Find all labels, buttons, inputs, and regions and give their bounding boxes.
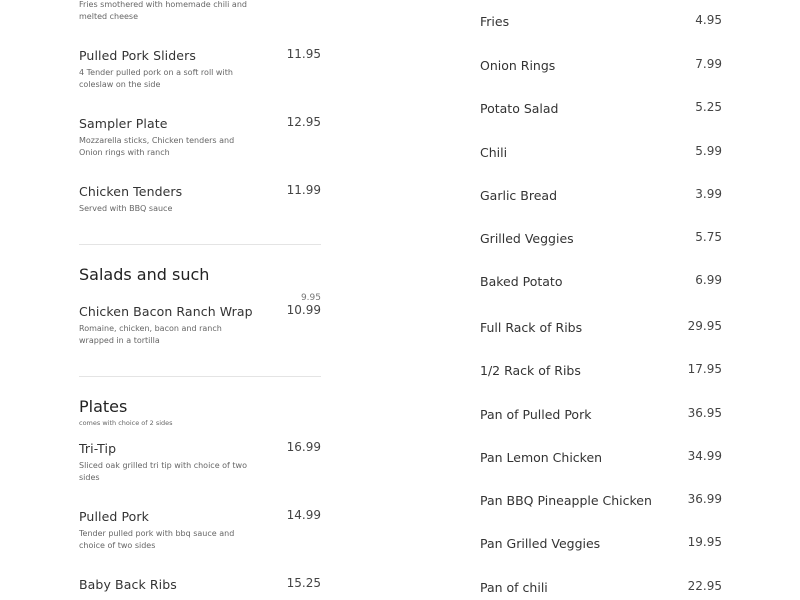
section-divider (79, 376, 321, 377)
item-description: Romaine, chicken, bacon and ranch wrapped in a tortilla (79, 324, 222, 345)
menu-item-pan-bbq-pineapple-chicken (480, 493, 722, 511)
item-description: Mozzarella sticks, Chicken tenders and Onion rings with ranch (79, 136, 235, 157)
item-price: 3.99 (695, 187, 722, 201)
item-name: Garlic Bread (480, 188, 558, 203)
item-price: 17.95 (687, 362, 722, 376)
left-menu-column (79, 0, 321, 600)
item-price: 22.95 (687, 579, 722, 593)
menu-item-pan-grilled-veggies (480, 536, 722, 554)
menu-item-pan-of-pulled-pork (480, 407, 722, 425)
item-name: Pan Lemon Chicken (480, 450, 603, 465)
item-price: 19.95 (687, 535, 722, 549)
section-subtitle-plates: comes with choice of 2 sides (79, 419, 173, 427)
item-name: Pan BBQ Pineapple Chicken (480, 493, 652, 508)
section-title-plates: Plates (79, 397, 128, 416)
item-name: Pulled Pork Sliders (79, 48, 196, 63)
item-description: Sliced oak grilled tri tip with choice of two sides (79, 461, 247, 482)
item-name: Grilled Veggies (480, 231, 574, 246)
item-name: Pulled Pork (79, 509, 150, 524)
item-name: Pan of Pulled Pork (480, 407, 592, 422)
item-price: 14.99 (286, 508, 321, 522)
item-price: 36.95 (687, 406, 722, 420)
item-price: 36.99 (687, 492, 722, 506)
item-price: 16.99 (286, 440, 321, 454)
item-price: 34.99 (687, 449, 722, 463)
item-description: 4 Tender pulled pork on a soft roll with coleslaw on the side (79, 68, 233, 89)
item-price: 4.95 (695, 13, 722, 27)
item-price: 11.95 (286, 47, 321, 61)
item-price: 5.99 (695, 144, 722, 158)
item-name: 1/2 Rack of Ribs (480, 363, 581, 378)
item-price: 6.99 (695, 273, 722, 287)
item-price: 15.25 (286, 576, 321, 590)
menu-item-onion-rings (480, 58, 722, 76)
section-divider (79, 244, 321, 245)
section-title-salads: Salads and such (79, 265, 210, 284)
item-description: Tender pulled pork with bbq sauce and choice of two sides (79, 529, 235, 550)
menu-item-half-rack-of-ribs (480, 363, 722, 381)
item-name: Baby Back Ribs (79, 577, 177, 592)
menu-item-fries (480, 14, 722, 32)
menu-item-grilled-veggies (480, 231, 722, 249)
item-name: Chicken Tenders (79, 184, 183, 199)
item-price: 10.99 (286, 303, 321, 317)
item-name: Sampler Plate (79, 116, 168, 131)
item-name: Fries (480, 14, 510, 29)
menu-item-full-rack-of-ribs (480, 320, 722, 338)
item-name: Potato Salad (480, 101, 559, 116)
item-name: Tri-Tip (79, 441, 117, 456)
item-price: 11.99 (286, 183, 321, 197)
right-menu-column (480, 0, 722, 600)
item-name: Onion Rings (480, 58, 556, 73)
item-name: Pan of chili (480, 580, 548, 595)
menu-item-potato-salad (480, 101, 722, 119)
menu-item-garlic-bread (480, 188, 722, 206)
item-price: 5.25 (695, 100, 722, 114)
item-description: Served with BBQ sauce (79, 204, 173, 213)
item-name: Chili (480, 145, 508, 160)
item-price: 5.75 (695, 230, 722, 244)
item-name: Chicken Bacon Ranch Wrap (79, 304, 253, 319)
menu-item-baked-potato (480, 274, 722, 292)
item-name: Full Rack of Ribs (480, 320, 583, 335)
item-price: 12.95 (286, 115, 321, 129)
item-price: 29.95 (687, 319, 722, 333)
menu-item-pan-of-chili (480, 580, 722, 598)
item-price: 7.99 (695, 57, 722, 71)
menu-item-chili (480, 145, 722, 163)
item-name: Baked Potato (480, 274, 563, 289)
menu-item-pan-lemon-chicken (480, 450, 722, 468)
clipped-price: 9.95 (300, 293, 321, 303)
chili-fries-description: Fries smothered with homemade chili and melted cheese (79, 0, 247, 21)
item-name: Pan Grilled Veggies (480, 536, 601, 551)
